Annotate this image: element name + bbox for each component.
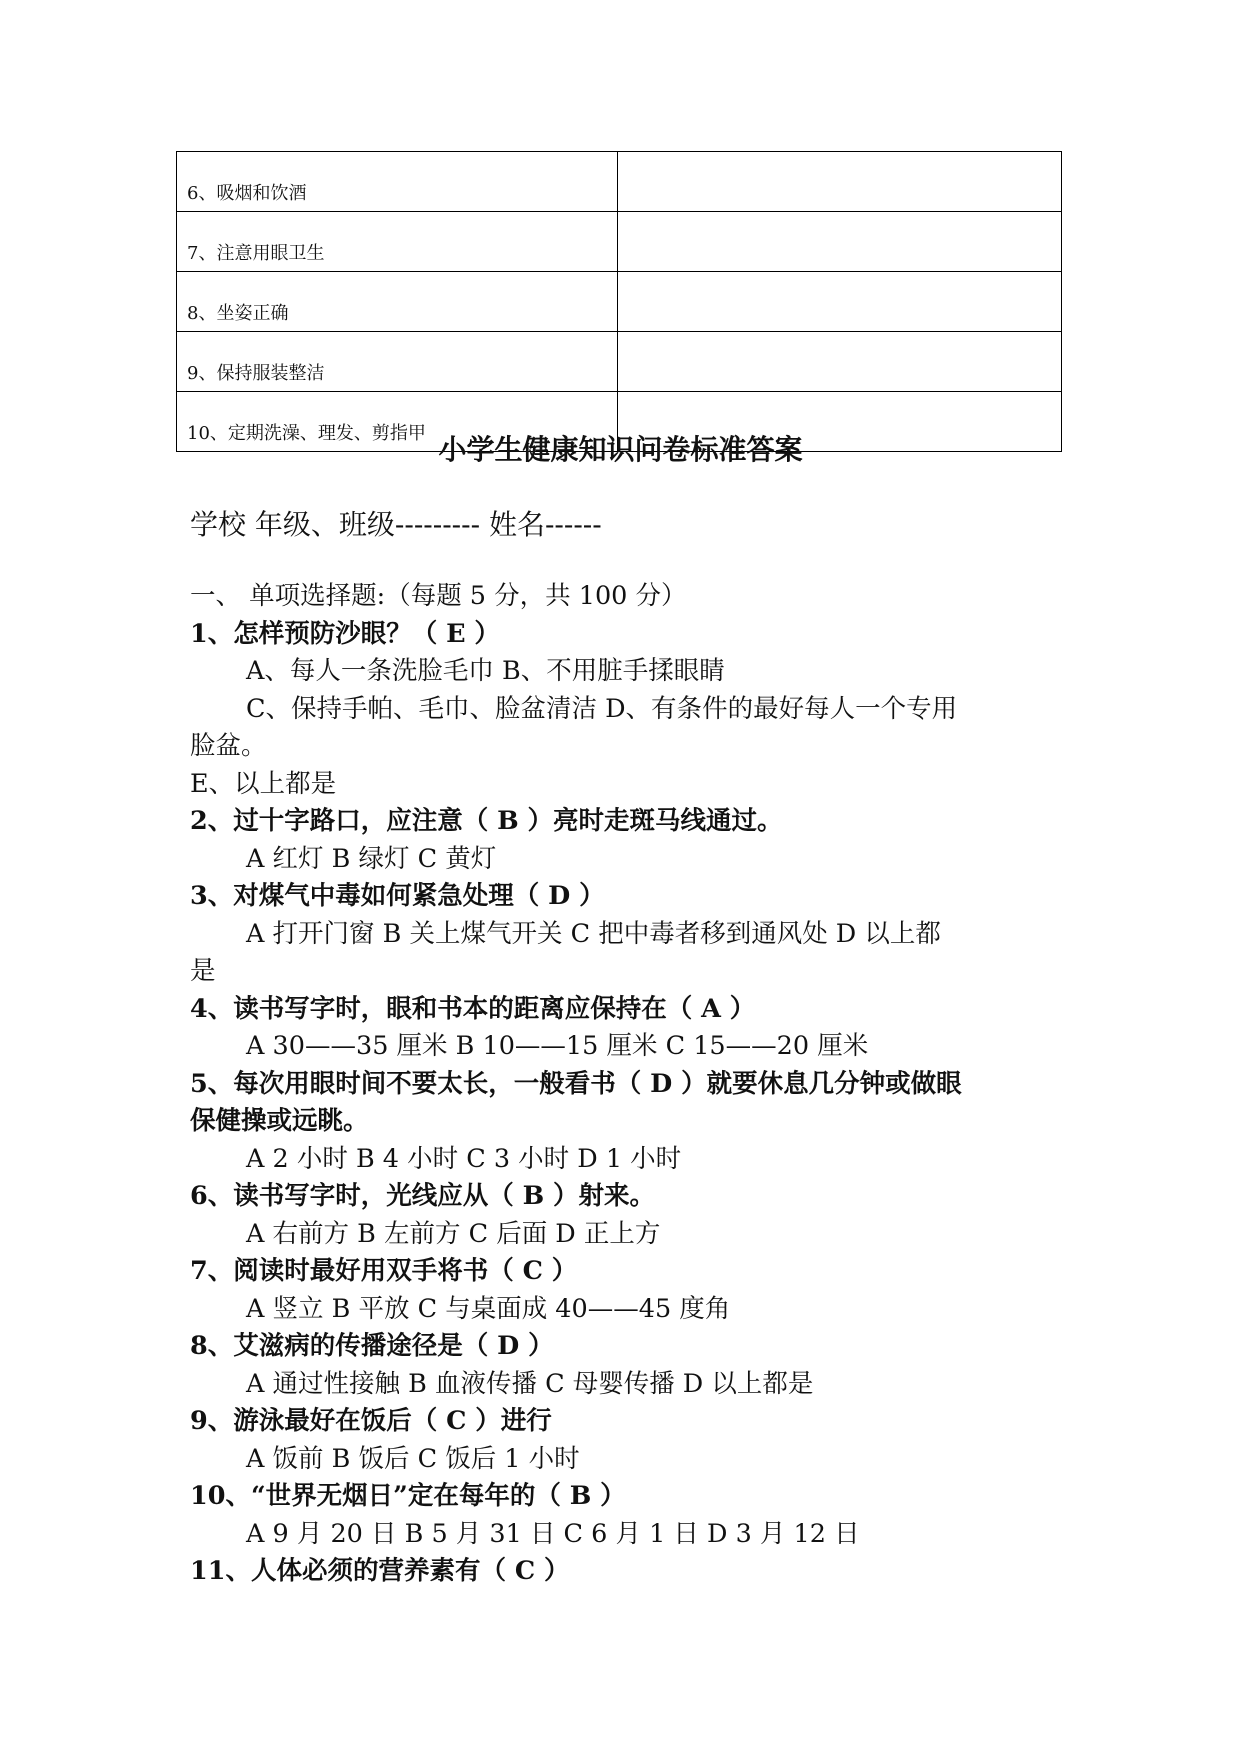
options: A 9 月 20 日 B 5 月 31 日 C 6 月 1 日 D 3 月 12 日 — [246, 1518, 860, 1549]
options: A 竖立 B 平放 C 与桌面成 40——45 度角 — [246, 1293, 731, 1324]
question: 1、怎样预防沙眼？（ E ） — [190, 618, 500, 649]
questionnaire — [190, 578, 1070, 1591]
question: 6、读书写字时，光线应从（ B ）射来。 — [190, 1181, 656, 1211]
question: 3、对煤气中毒如何紧急处理（ D ） — [190, 881, 605, 911]
habit-value — [618, 332, 1062, 392]
question-continued: 保健操或远眺。 — [190, 1106, 369, 1136]
habit-item: 9、保持服装整洁 — [177, 332, 618, 392]
options: A 通过性接触 B 血液传播 C 母婴传播 D 以上都是 — [246, 1368, 814, 1399]
table-row — [177, 152, 1062, 212]
habit-value — [618, 212, 1062, 272]
habit-value — [618, 152, 1062, 212]
options: 脸盆。 — [190, 731, 267, 761]
question: 5、每次用眼时间不要太长，一般看书（ D ）就要休息几分钟或做眼 — [190, 1068, 962, 1099]
habits-table — [176, 151, 1062, 452]
options: A 2 小时 B 4 小时 C 3 小时 D 1 小时 — [246, 1143, 682, 1174]
options: A、每人一条洗脸毛巾 B、不用脏手揉眼睛 — [246, 656, 725, 686]
habit-value — [618, 272, 1062, 332]
question: 9、游泳最好在饭后（ C ）进行 — [190, 1406, 552, 1436]
options: C、保持手帕、毛巾、脸盆清洁 D、有条件的最好每人一个专用 — [246, 693, 958, 724]
table-row — [177, 332, 1062, 392]
options: E、以上都是 — [190, 768, 337, 799]
question: 4、读书写字时，眼和书本的距离应保持在（ A ） — [190, 993, 756, 1024]
table-row — [177, 212, 1062, 272]
habit-item: 10、定期洗澡、理发、剪指甲 — [177, 392, 618, 452]
question: 8、艾滋病的传播途径是（ D ） — [190, 1331, 554, 1361]
page-title: 小学生健康知识问卷标准答案 — [438, 433, 803, 466]
habit-item: 7、注意用眼卫生 — [177, 212, 618, 272]
question: 10、“世界无烟日”定在每年的（ B ） — [190, 1481, 626, 1511]
options: A 饭前 B 饭后 C 饭后 1 小时 — [246, 1443, 580, 1474]
student-info-line: 学校 年级、班级--------- 姓名------ — [190, 508, 602, 541]
question: 2、过十字路口，应注意（ B ）亮时走斑马线通过。 — [190, 806, 783, 836]
habit-item: 6、吸烟和饮酒 — [177, 152, 618, 212]
question: 7、阅读时最好用双手将书（ C ） — [190, 1256, 578, 1286]
question: 11、人体必须的营养素有（ C ） — [190, 1556, 570, 1586]
habit-item: 8、坐姿正确 — [177, 272, 618, 332]
options: A 右前方 B 左前方 C 后面 D 正上方 — [246, 1218, 661, 1249]
options: A 30——35 厘米 B 10——15 厘米 C 15——20 厘米 — [246, 1031, 869, 1061]
options: 是 — [190, 956, 216, 986]
table-row — [177, 272, 1062, 332]
options: A 打开门窗 B 关上煤气开关 C 把中毒者移到通风处 D 以上都 — [246, 918, 941, 949]
options: A 红灯 B 绿灯 C 黄灯 — [246, 843, 497, 874]
section-heading: 一、 单项选择题:（每题 5 分，共 100 分） — [190, 581, 687, 611]
